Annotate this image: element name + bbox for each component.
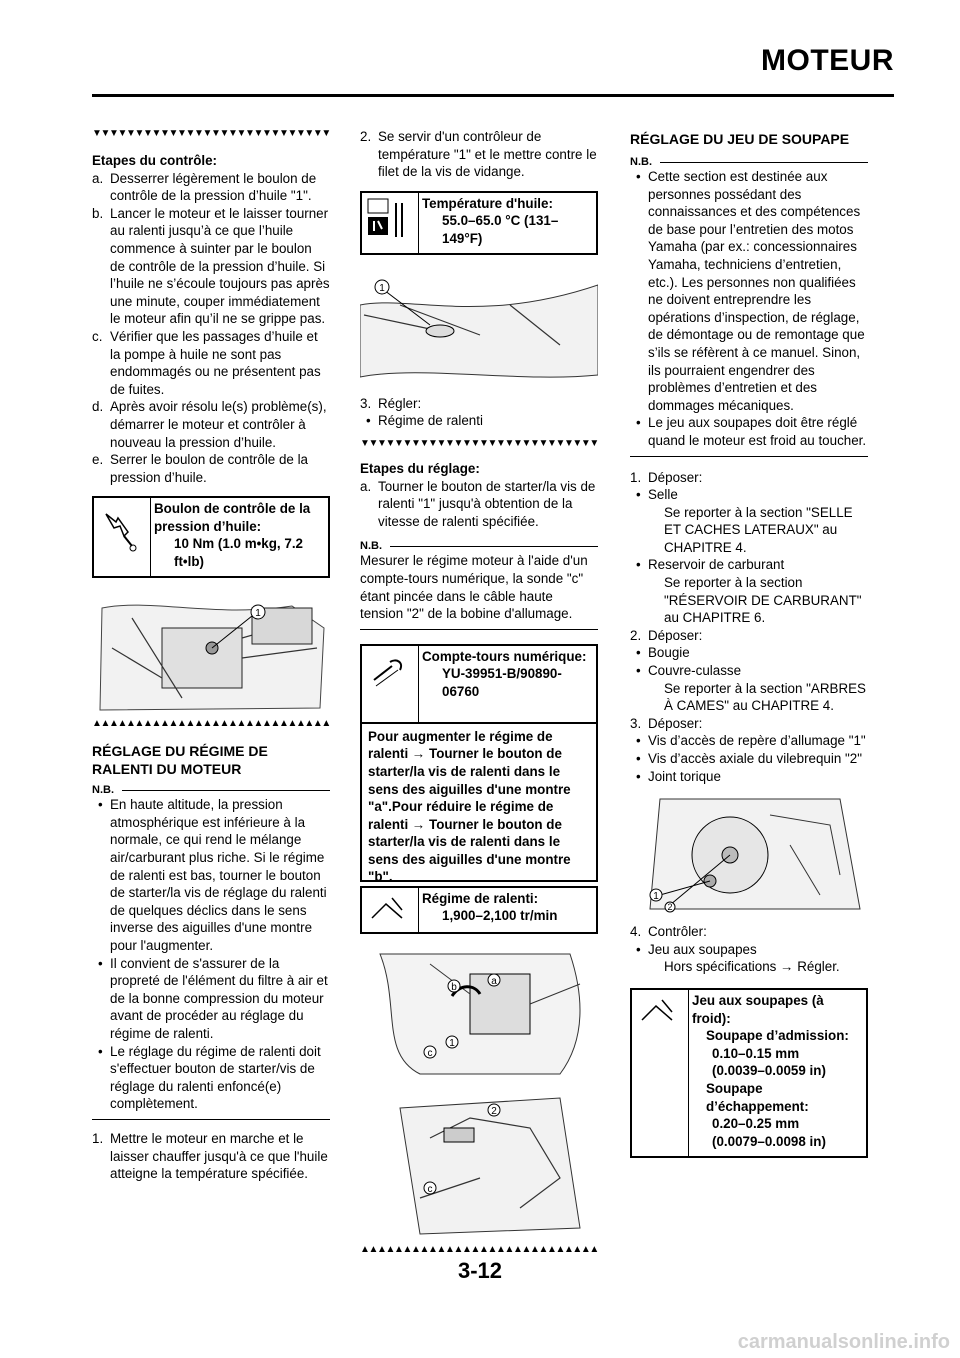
column-3: [630, 130, 868, 1158]
feeler-gauge-icon: [632, 990, 689, 1156]
oil-temp-title: Température d'huile:: [422, 195, 553, 211]
nb-item: • Le jeu aux soupapes doit être réglé quand le moteur est froid au toucher.: [636, 415, 867, 448]
watermark: carmanualsonline.info: [737, 1331, 950, 1354]
callout-1: 1: [449, 1037, 455, 1049]
tachometer-part-2: 06760: [442, 683, 480, 699]
check-step: c. Vérifier que les passages d’huile et la pompe à huile ne sont pas endommagés ou ne présentent pas de fuites.: [92, 328, 321, 397]
throttle-screw-photo: [360, 944, 598, 1080]
idle-speed-box: [360, 886, 598, 934]
exhaust-label: Soupape d’échappement:: [706, 1080, 809, 1114]
intake-in: (0.0039–0.0059 in): [712, 1063, 826, 1079]
check-item-note: Hors spécifications → Régler.: [664, 959, 840, 975]
torque-spec-box: [92, 496, 330, 578]
gauge-icon: [362, 888, 419, 932]
remove-item: • Vis d’accès de repère d’allumage "1": [636, 733, 866, 749]
ignition-coil-photo: [360, 1088, 598, 1238]
remove-item: • Vis d’accès axiale du vilebrequin "2": [636, 751, 862, 766]
oil-temp-value: 55.0–65.0 °C (131–149°F): [442, 213, 559, 246]
intake-label: Soupape d’admission:: [706, 1028, 849, 1044]
torque-wrench-icon: [94, 498, 151, 576]
check-step: b. Lancer le moteur et le laisser tourner au ralenti jusqu’à ce que l’huile commence à suinter par le boulon de contrôle de la pression d’huile. Si l’huile ne s’écoule toujours pas après une minute, couper immédiatement le moteur afin qu’il ne se grippe pas.: [92, 205, 330, 327]
remove-item: • Couvre-culasse: [636, 663, 742, 679]
valve-step-4: 4. Contrôler:: [630, 924, 707, 940]
tachometer-title: Compte-tours numérique:: [422, 648, 587, 664]
remove-item-ref: Se reporter à la section "SELLE ET CACHES LATERAUX" au CHAPITRE 4.: [664, 504, 853, 555]
check-item: • Jeu aux soupapes: [636, 941, 757, 957]
column-2: [360, 128, 598, 1256]
step3-bullet: • Régime de ralenti: [366, 413, 483, 429]
tachometer-box: [360, 644, 598, 724]
callout-1: 1: [379, 282, 385, 294]
callout-b: b: [451, 981, 457, 993]
section-title-idle: RÉGLAGE DU RÉGIME DE RALENTI DU MOTEUR: [92, 743, 268, 778]
callout-c: c: [427, 1183, 433, 1195]
torque-spec-title: Boulon de contrôle de la pression d’huile:: [154, 501, 311, 534]
valve-step-3: 3. Déposer:: [630, 715, 703, 731]
increase-idle-text: Pour augmenter le régime de ralenti → Tourner le bouton de starter/la vis de ralenti dans le sens des aiguilles d'une montre "a".Pour réduire le régime de ralenti → Tourner le bouton de starter/la vis de ralenti dans le sens des aiguilles d'une montre "b".: [368, 728, 571, 885]
idle-speed-title: Régime de ralenti:: [422, 890, 539, 906]
tachometer-part-1: YU-39951-B/90890-: [442, 666, 562, 682]
clearance-title: Jeu aux soupapes (à froid):: [692, 992, 824, 1026]
down-triangle-row: ▼▼▼▼▼▼▼▼▼▼▼▼▼▼▼▼▼▼▼▼▼▼▼▼▼▼▼▼: [360, 437, 598, 449]
page-number: 3-12: [457, 1258, 503, 1283]
nb-end-rule: [630, 456, 868, 457]
increase-idle-box: [360, 724, 598, 885]
valve-step-1: 1. Déposer:: [630, 469, 703, 485]
remove-item: • Reservoir de carburant: [636, 557, 785, 573]
adjust-step: a. Tourner le bouton de starter/la vis de ralenti "1" jusqu'à obtention de la vitesse de ralenti spécifiée.: [360, 478, 596, 529]
adjust-steps-title: Etapes du réglage:: [360, 460, 480, 476]
remove-item: • Joint torique: [636, 768, 721, 784]
page-title: MOTEUR: [761, 44, 894, 77]
nb-end-rule: [360, 629, 598, 630]
callout-2: 2: [491, 1105, 497, 1117]
intake-mm: 0.10–0.15 mm: [712, 1045, 800, 1061]
oil-pressure-bolt-photo: [92, 588, 330, 712]
callout-a: a: [491, 975, 497, 987]
idle-step-1: 1. Mettre le moteur en marche et le laisser chauffer jusqu'à ce que l'huile atteigne la température spécifiée.: [92, 1130, 328, 1182]
callout-1: 1: [255, 608, 261, 620]
valve-clearance-box: [630, 988, 868, 1158]
valve-step-2: 2. Déposer:: [630, 627, 703, 643]
check-steps-title: Etapes du contrôle:: [92, 153, 217, 168]
exhaust-in: (0.0079–0.0098 in): [712, 1133, 826, 1149]
oil-temp-box: [360, 191, 598, 255]
nb-item: • Cette section est destinée aux personnes possédant des connaissances et des compétences de base pour l’entretien des motos Yamaha (par ex.: concessionnaires Yamaha, techniciens d’entretien, etc.). Les personnes non qualifiées ne doivent entreprendre les opérations d’inspection, de réglage, de démontage ou de remontage que s’ils se réfèrent à ce manuel. Sinon, ils pourraient engendrer des problèmes d’entretien et des dommages mécaniques.: [636, 169, 865, 413]
nb-label: N.B.: [630, 156, 868, 168]
drain-bolt-photo: [360, 265, 598, 385]
exhaust-mm: 0.20–0.25 mm: [712, 1116, 800, 1132]
tool-icon: [362, 646, 419, 722]
callout-c: c: [427, 1047, 433, 1059]
remove-item-ref: Se reporter à la section "RÉSERVOIR DE CARBURANT" au CHAPITRE 6.: [664, 575, 862, 626]
idle-speed-value: 1,900–2,100 tr/min: [442, 908, 558, 924]
torque-spec-value: 10 Nm (1.0 m•kg, 7.2 ft•lb): [174, 536, 303, 570]
callout-2: 2: [667, 902, 673, 913]
remove-item-ref: Se reporter à la section "ARBRES À CAMES" au CHAPITRE 4.: [664, 680, 866, 714]
check-step: a. Desserrer légèrement le boulon de contrôle de la pression d’huile "1".: [92, 170, 317, 204]
nb-label: N.B.: [92, 784, 330, 796]
remove-item: • Selle: [636, 487, 678, 503]
up-triangle-row: ▲▲▲▲▲▲▲▲▲▲▲▲▲▲▲▲▲▲▲▲▲▲▲▲▲▲▲▲: [92, 718, 330, 730]
check-step: e. Serrer le boulon de contrôle de la pression d’huile.: [92, 452, 309, 485]
nb-text: Mesurer le régime moteur à l'aide d'un compte-tours numérique, la sonde "c" étant pincée dans le câble haute tension "2" de la bobine d'allumage.: [360, 553, 588, 622]
up-triangle-row: ▲▲▲▲▲▲▲▲▲▲▲▲▲▲▲▲▲▲▲▲▲▲▲▲▲▲▲▲: [360, 1243, 598, 1255]
nb-item: • En haute altitude, la pression atmosphérique est inférieure à la normale, ce qui rend le mélange air/carburant plus riche. Si le régime de ralenti est bas, tourner le bouton de starter/la vis de réglage du ralenti de quelques déclics dans le sens inverse des aiguilles d'une montre pour l'augmenter.: [98, 797, 327, 954]
thermometer-icon: [362, 193, 419, 253]
callout-1: 1: [653, 891, 659, 903]
down-triangle-row: ▼▼▼▼▼▼▼▼▼▼▼▼▼▼▼▼▼▼▼▼▼▼▼▼▼▼▼▼: [92, 128, 330, 139]
section-title-valve: RÉGLAGE DU JEU DE SOUPAPE: [630, 131, 850, 147]
remove-item: • Bougie: [636, 645, 690, 661]
idle-step-3: 3. Régler:: [360, 395, 422, 411]
idle-step-2: 2. Se servir d'un contrôleur de température "1" et le mettre contre le filet de la vis de vidange.: [360, 129, 597, 180]
nb-item: • Le réglage du régime de ralenti doit s'effectuer bouton de starter/vis de réglage du ralenti enfoncé(e) complètement.: [98, 1043, 321, 1112]
nb-label: N.B.: [360, 540, 598, 552]
nb-item: • Il convient de s'assurer de la propreté de l'élément du filtre à air et de la bonne compression du moteur avant de procéder au réglage du régime de ralenti.: [98, 955, 328, 1041]
check-step: d. Après avoir résolu le(s) problème(s), démarrer le moteur et contrôler à nouveau la pression d’huile.: [92, 399, 327, 450]
crankcase-cover-photo: [630, 795, 868, 913]
column-1: [92, 128, 330, 1183]
header-rule: [92, 94, 894, 97]
nb-end-rule: [92, 1119, 330, 1120]
